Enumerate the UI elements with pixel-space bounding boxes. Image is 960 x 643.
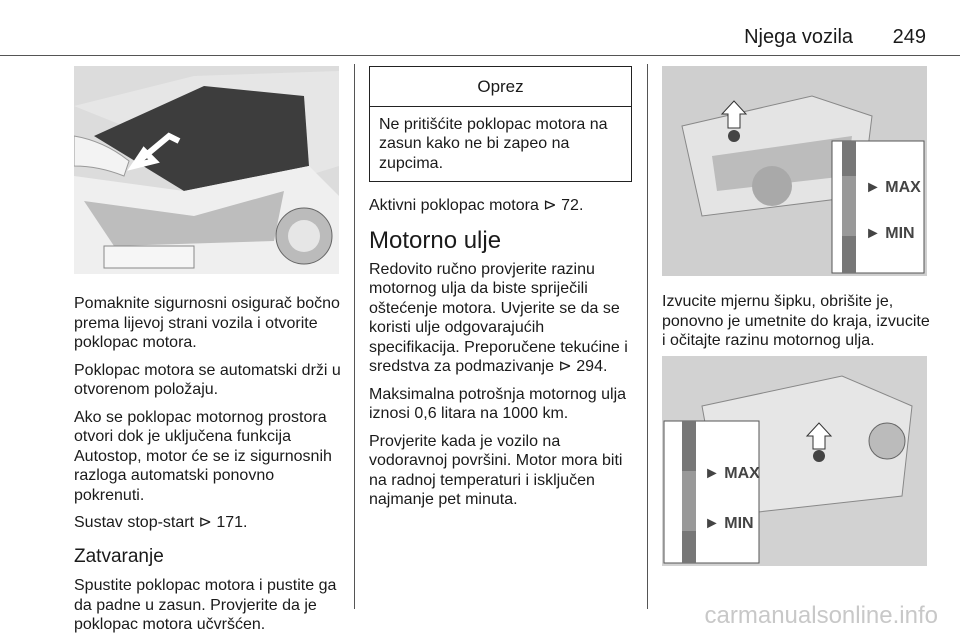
caution-box — [369, 66, 632, 182]
paragraph: Provjerite kada je vozilo na vodoravnoj površini. Motor mora biti na radnoj temperaturi i isključen najmanje pet minuta. — [369, 432, 623, 508]
left-column-text — [74, 294, 344, 643]
paragraph: Maksimalna potrošnja motornog ulja iznosi 0,6 litara na 1000 km. — [369, 385, 627, 422]
dipstick-max-label: ► MAX — [704, 465, 760, 482]
column-divider-left — [354, 64, 355, 609]
caption: Izvucite mjernu šipku, obrišite je, ponovno je umetnite do kraja, izvucite i očitajte razinu motornog ulja. — [662, 293, 930, 349]
header-divider — [0, 55, 960, 56]
dipstick-min-label: ► MIN — [704, 515, 754, 532]
engine-dipstick-illustration-top — [662, 66, 927, 276]
caution-text: Ne pritišćite poklopac motora na zasun kako ne bi zapeo na zupcima. — [379, 115, 608, 172]
section-title: Njega vozila — [744, 26, 854, 48]
section-heading-closing: Zatvaranje — [74, 545, 164, 567]
column-divider-right — [647, 64, 648, 609]
paragraph: Redovito ručno provjerite razinu motornog ulja da biste spriječili oštećenje motora. Uvjerite se da se koristi ulje odgovarajućih specifikacija. Preporučene tekućine i sredstva za podmazivanje ⊳ 294. — [369, 260, 628, 375]
page-header — [744, 26, 926, 49]
paragraph: Pomaknite sigurnosni osigurač bočno prema lijevoj strani vozila i otvorite poklopac motora. — [74, 295, 340, 351]
right-column-text — [662, 292, 932, 359]
paragraph-link-stop-start: Sustav stop-start ⊳ 171. — [74, 514, 248, 531]
paragraph: Poklopac motora se automatski drži u otvorenom položaju. — [74, 361, 341, 398]
engine-dipstick-illustration-bottom — [662, 356, 927, 566]
middle-column-text — [369, 66, 632, 518]
paragraph: Ako se poklopac motornog prostora otvori dok je uključena funkcija Autostop, motor će se iz sigurnosnih razloga automatski ponovno pokrenuti. — [74, 408, 332, 504]
paragraph-link-active-hood: Aktivni poklopac motora ⊳ 72. — [369, 197, 584, 214]
section-heading-engine-oil: Motorno ulje — [369, 226, 502, 254]
hood-illustration — [74, 66, 339, 274]
dipstick-min-label: ► MIN — [865, 225, 915, 242]
page-number: 249 — [892, 26, 926, 48]
watermark: carmanualsonline.info — [704, 602, 938, 629]
caution-title: Oprez — [370, 67, 631, 107]
paragraph: Spustite poklopac motora i pustite ga da padne u zasun. Provjerite da je poklopac motora učvršćen. — [74, 577, 337, 633]
dipstick-max-label: ► MAX — [865, 179, 921, 196]
